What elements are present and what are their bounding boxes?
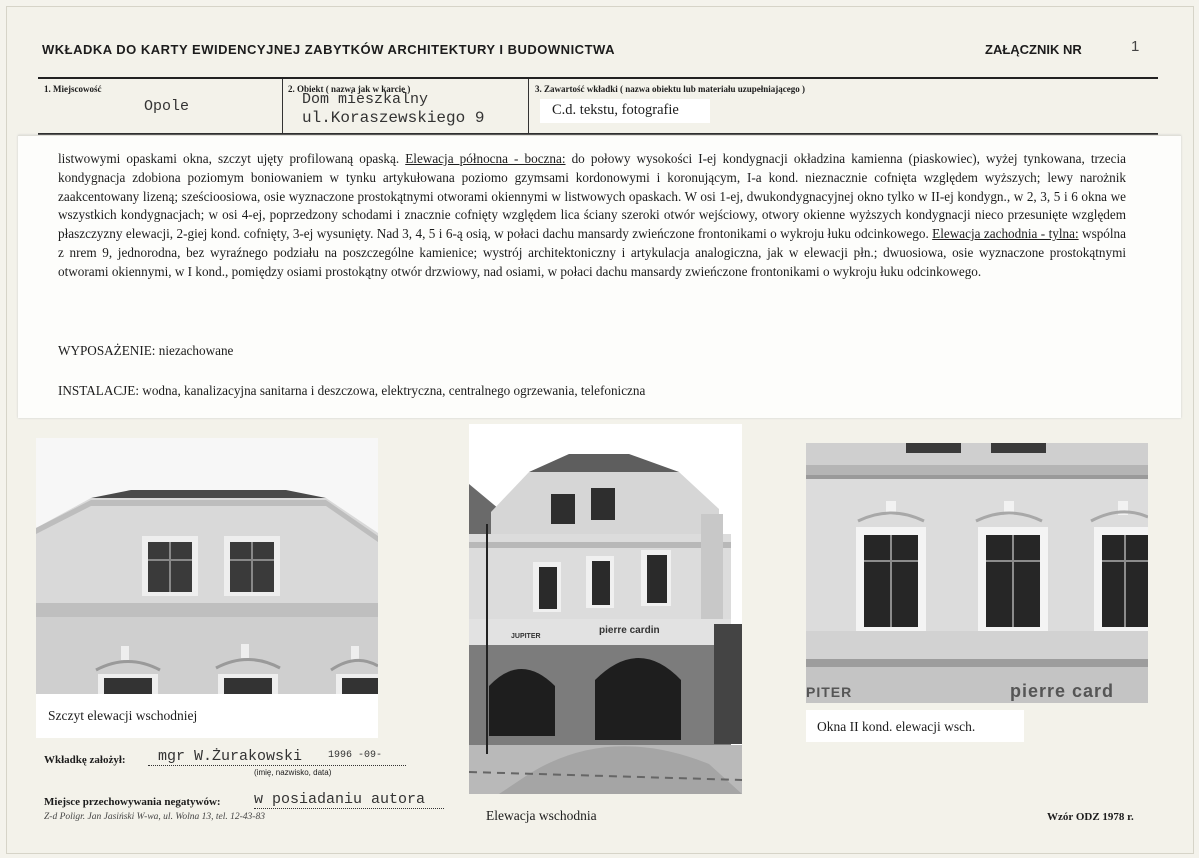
shop-sign-partial-jupiter: PITER — [806, 684, 853, 700]
author-value: mgr W.Żurakowski — [158, 748, 303, 765]
field-divider — [282, 79, 283, 134]
field-1-value: Opole — [144, 98, 190, 115]
printer-imprint: Z-d Poligr. Jan Jasiński W-wa, ul. Wolna 13, tel. 12-43-83 — [44, 812, 265, 822]
annex-label: ZAŁĄCZNIK NR — [985, 42, 1082, 57]
field-1-label: 1. Miejscowość — [44, 84, 102, 94]
annex-number: 1 — [1131, 38, 1140, 55]
negatives-dotted-line — [254, 808, 444, 809]
equipment-line: WYPOSAŻENIE: niezachowane — [58, 343, 234, 358]
field-2-value-line2: ul.Koraszewskiego 9 — [302, 109, 485, 127]
description-paragraph — [58, 150, 1126, 282]
field-divider — [528, 79, 529, 134]
heading-west-elevation: Elewacja zachodnia - tylna: — [932, 226, 1079, 242]
author-label: Wkładkę założył: — [44, 754, 126, 766]
field-2-label: 2. Obiekt ( nazwa jak w karcie ) — [288, 84, 411, 94]
shop-sign-jupiter: JUPITER — [511, 633, 541, 640]
photo-east-elevation — [469, 424, 742, 794]
photo-windows-second-floor — [806, 443, 1148, 703]
installations-line: INSTALACJE: wodna, kanalizacyjna sanitarna i deszczowa, elektryczna, centralnego ogrzewania, telefoniczna — [58, 383, 646, 398]
form-model: Wzór ODZ 1978 r. — [1047, 811, 1134, 823]
photo-east-gable — [36, 438, 378, 694]
field-2-value-line1: Dom mieszkalny — [302, 91, 429, 108]
paragraph-part-b: do połowy wysokości I-ej kondygnacji okładzina kamienna (piaskowiec), wyżej tynkowana, trzecia kondygnacja zdobiona poziomym boniowaniem w tynku artykułowana poziomo gzymsami kordonowymi i koronującym, I-a kond. nieznacznie cofnięta względem wyższych; lewy narożnik zaakcentowany lizeną; sześcioosiowa, osie wyznaczone prostokątnymi otworami okiennymi w listwowych opaskach. W osi 1-ej, dwukondygnacyjnej okno tylko w II-ej kondygn., w 2, 3, 5 i 6 okna we wszystkich kondygnacjach; w osi 4-ej, poprzedzony schodami i znacznie cofnięty względem lica ściany szeroki otwór wejściowy, otwory okienne wyższych kondygnacji nieco przesunięte względem płaszczyzny elewacji, 2-giej kond. cofnięty, 3-ej wysunięty. Nad 3, 4, 5 i 6-ą osią, w połaci dachu mansardy zwieńczone frontonikami o wykroju łuku odcinkowego. — [58, 151, 1126, 242]
caption-left: Szczyt elewacji wschodniej — [48, 708, 198, 723]
caption-right: Okna II kond. elewacji wsch. — [817, 719, 976, 734]
negatives-value: w posiadaniu autora — [254, 791, 426, 808]
field-3-label: 3. Zawartość wkładki ( nazwa obiektu lub materiału uzupełniającego ) — [535, 84, 806, 94]
author-dotted-line — [148, 765, 406, 766]
shop-sign-pierre-cardin: pierre cardin — [599, 625, 660, 636]
field-2-value — [302, 92, 484, 126]
field-3-value: C.d. tekstu, fotografie — [552, 102, 679, 118]
negatives-label: Miejsce przechowywania negatywów: — [44, 796, 221, 808]
caption-middle: Elewacja wschodnia — [486, 808, 597, 823]
document-title: WKŁADKA DO KARTY EWIDENCYJNEJ ZABYTKÓW ARCHITEKTURY I BUDOWNICTWA — [42, 42, 615, 57]
paragraph-part-a: listwowymi opaskami okna, szczyt ujęty profilowaną opaską. — [58, 151, 406, 166]
author-hint: (imię, nazwisko, data) — [254, 768, 332, 777]
heading-north-elevation: Elewacja północna - boczna: — [405, 151, 566, 166]
paragraph-part-c: wspólna z nrem 9, jednorodna, bez wyraźnego podziału na poszczególne kamienice; wystrój architektoniczny i artykulacja analogiczna, jak w elewacji płn.; dwuosiowa, osie wyznaczone prostokątnymi otworami okiennymi, w I kond., pomiędzy osiami prostokątny otwór drzwiowy, nad osiami, w połaci dachu mansardy zwieńczone frontonikami o wykroju łuku odcinkowego. — [58, 226, 1126, 279]
shop-sign-partial-cardin: pierre card — [1010, 681, 1115, 701]
header-rule — [38, 77, 1158, 79]
author-date: 1996 -09- — [328, 750, 383, 761]
